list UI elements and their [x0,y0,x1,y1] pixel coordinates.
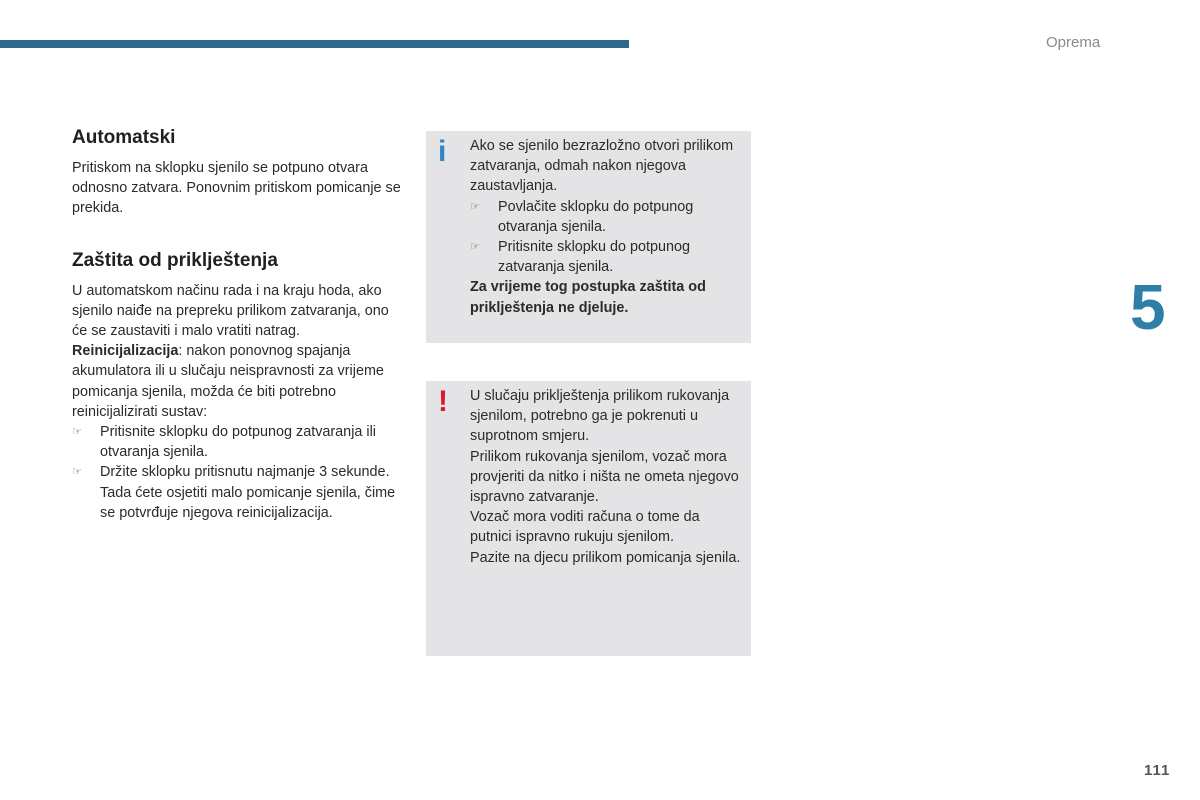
info-box [426,131,751,343]
list-item [470,237,742,277]
reinit-step-2: Držite sklopku pritisnutu najmanje 3 sekunde. Tada ćete osjetiti malo pomicanje sjenila, čime se potvrđuje njegova reinicijalizacija. [100,464,396,521]
anti-pinch-body: U automatskom načinu rada i na kraju hoda, ako sjenilo naiđe na prepreku prilikom zatvaranja, ono će se zaustaviti i malo vratiti natrag. [72,282,389,340]
warning-paragraph-3: Vozač mora voditi računa o tome da putnici ispravno rukuju sjenilom. [470,509,700,546]
reinit-text: : nakon ponovnog spajanja akumulatora ili u slučaju neispravnosti za vrijeme pomicanja sjenila, možda će biti potrebno reinicijalizirati sustav: [72,343,384,420]
section-title: Oprema [1046,34,1101,51]
warning-paragraph-2: Prilikom rukovanja sjenilom, vozač mora provjeriti da nitko i ništa ne ometa njegovo ispravno zatvaranje. [470,448,739,506]
info-content [470,136,742,318]
pointer-icon: ☞ [470,200,480,213]
info-bold-note: Za vrijeme tog postupka zaštita od priklještenja ne djeluje. [470,279,706,316]
warning-icon: ! [438,385,448,418]
reinit-paragraph [72,341,402,422]
chapter-number: 5 [1130,271,1166,343]
info-text: Ako se sjenilo bezrazložno otvori prilikom zatvaranja, odmah nakon njegova zaustavljanja. [470,138,734,195]
heading-anti-pinch: Zaštita od priklještenja [72,249,278,271]
warning-paragraph-4: Pazite na djecu prilikom pomicanja sjenila. [470,549,741,566]
info-step-1: Povlačite sklopku do potpunog otvaranja sjenila. [498,198,694,235]
warning-paragraph-1: U slučaju priklještenja prilikom rukovanja sjenilom, potrebno ga je pokrenuti u suprotnom smjeru. [470,388,730,445]
warning-content [470,386,742,568]
pointer-icon: ☞ [470,241,480,254]
header-accent-bar [0,40,629,48]
pointer-icon: ☞ [72,426,82,439]
warning-box [426,381,751,656]
left-column [72,126,402,523]
info-icon: i [438,135,447,168]
page-number: 111 [1144,762,1171,779]
pointer-icon: ☞ [72,466,82,479]
info-step-2: Pritisnite sklopku do potpunog zatvaranja sjenila. [498,239,690,276]
automatic-body: Pritiskom na sklopku sjenilo se potpuno otvara odnosno zatvara. Ponovnim pritiskom pomicanje se prekida. [72,160,401,217]
reinit-label: Reinicijalizacija [72,343,179,360]
list-item [72,462,402,523]
info-steps [470,197,742,278]
reinit-steps [72,422,402,523]
reinit-step-1: Pritisnite sklopku do potpunog zatvaranja ili otvaranja sjenila. [100,424,376,461]
heading-automatic: Automatski [72,127,176,148]
list-item [470,197,742,237]
list-item [72,422,402,462]
